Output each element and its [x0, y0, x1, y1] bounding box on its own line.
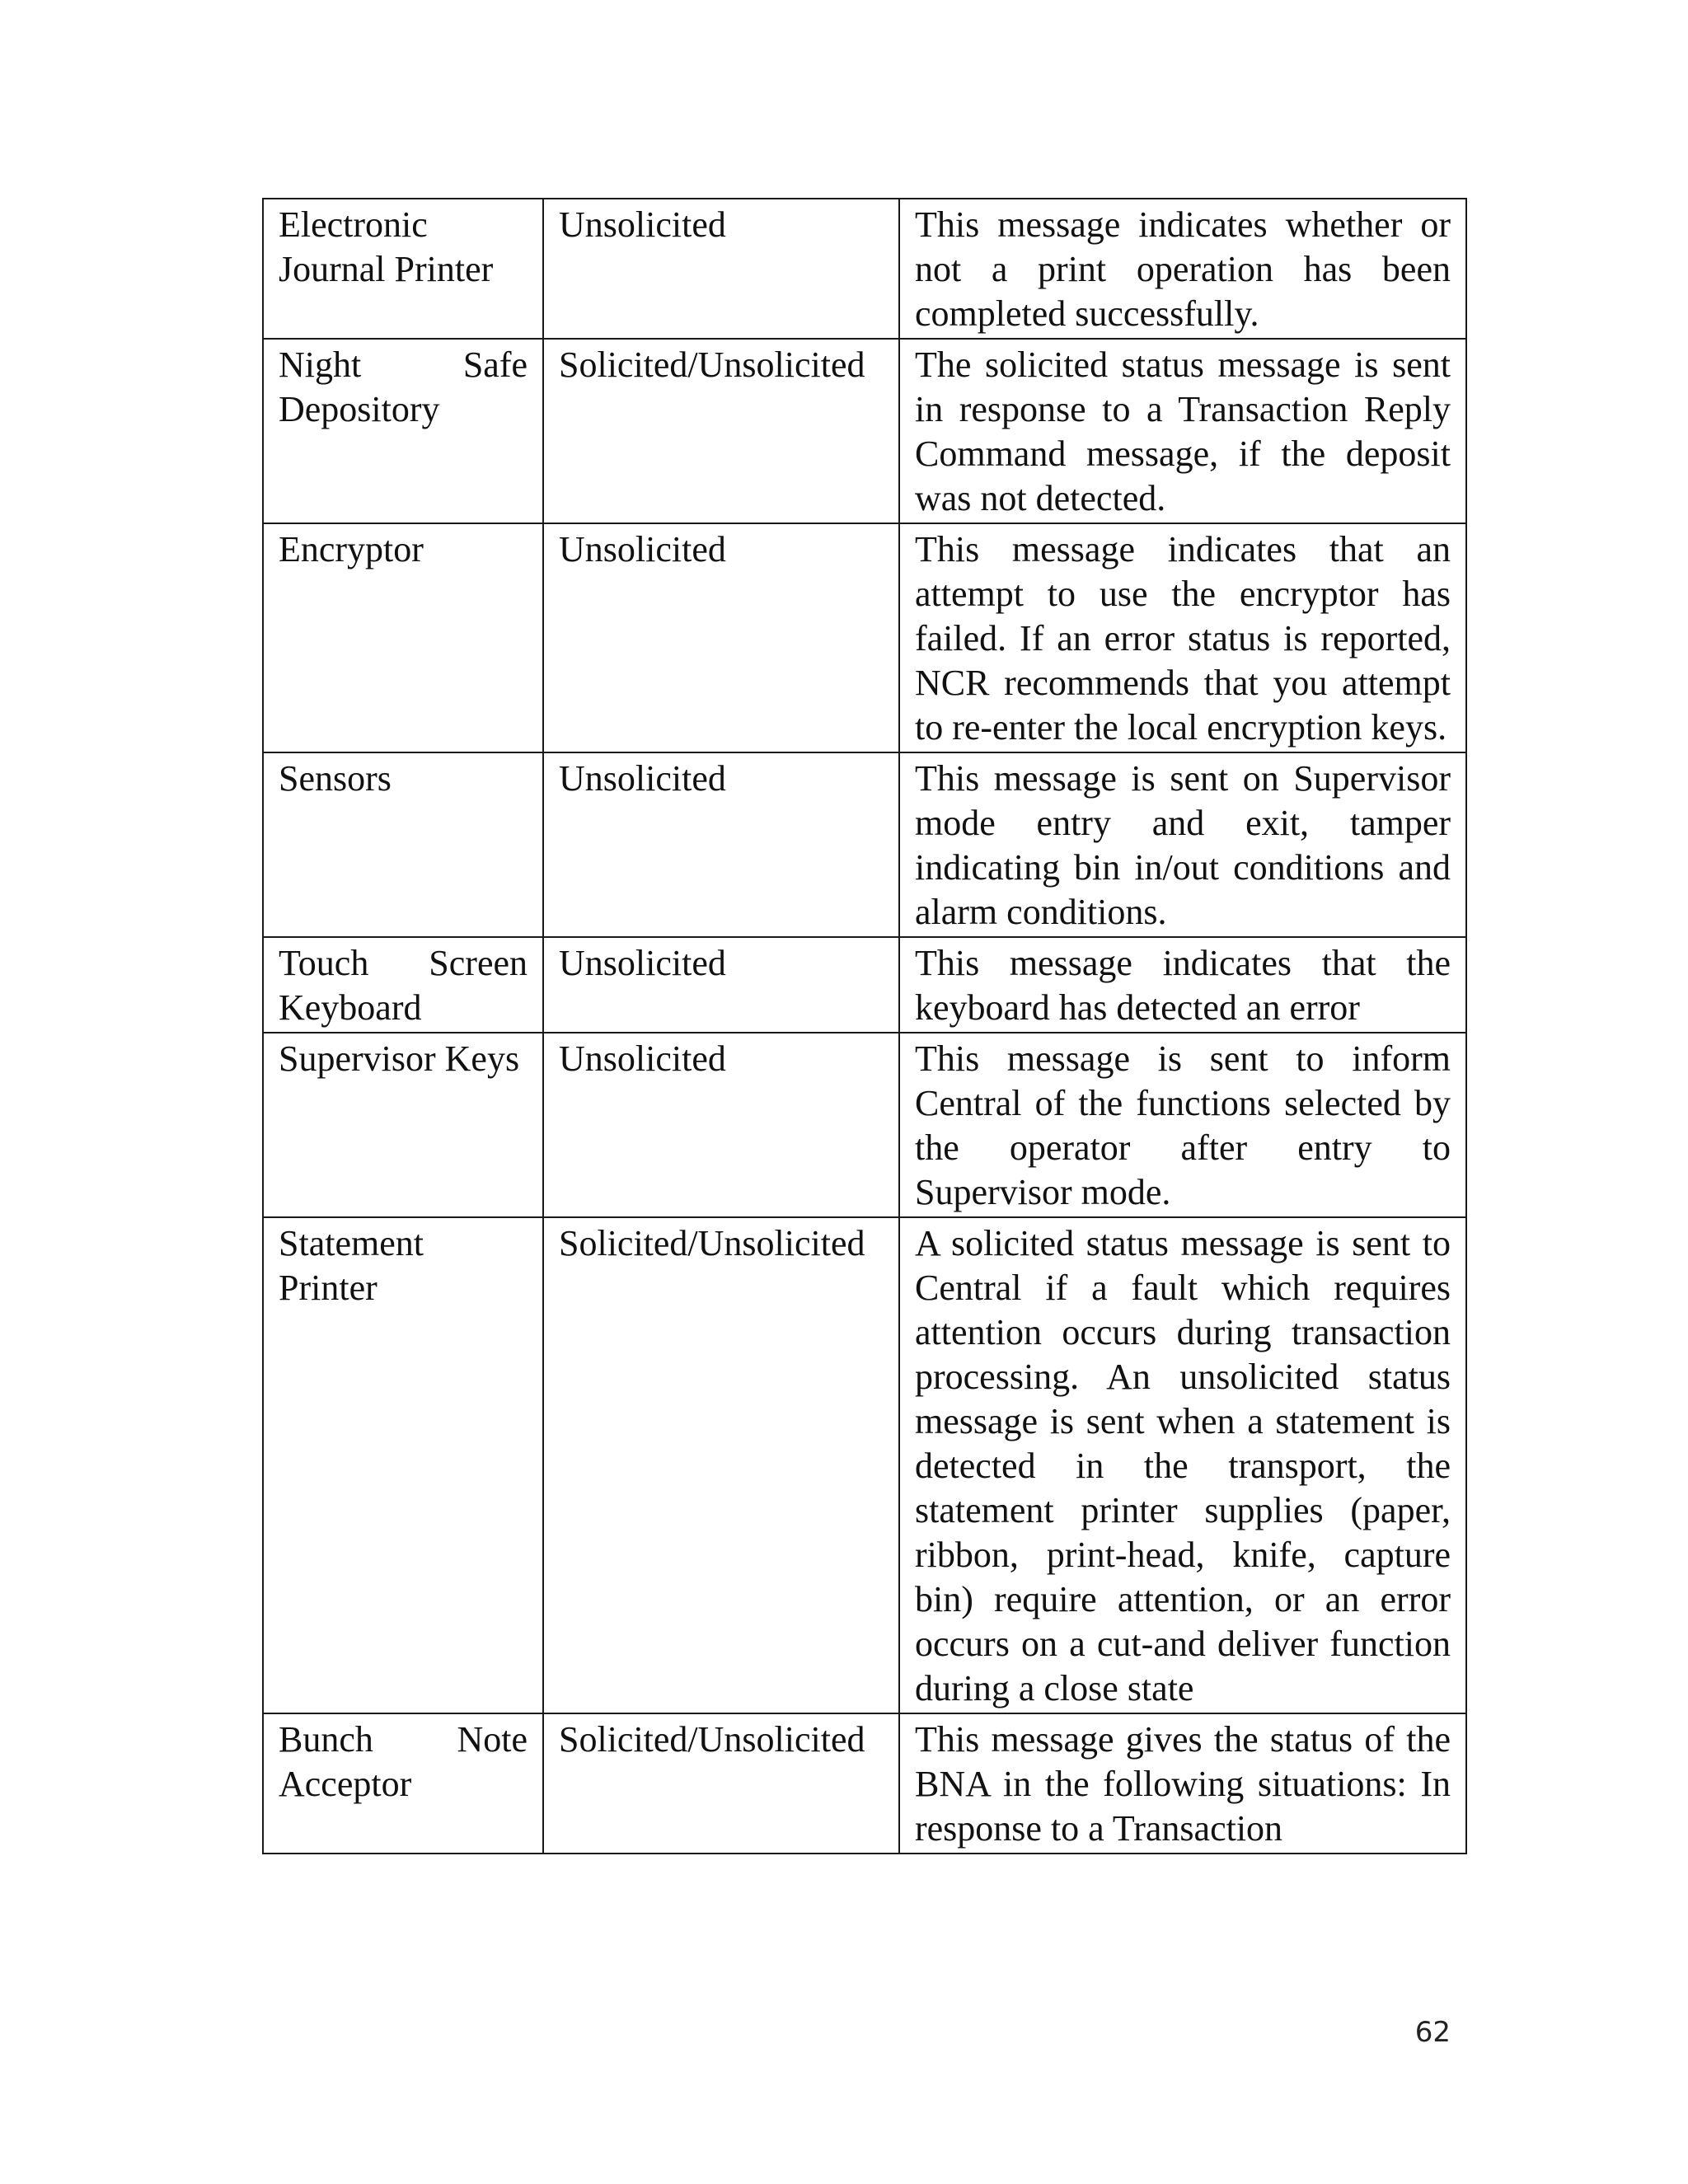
device-cell: Touch Screen Keyboard	[263, 937, 543, 1033]
table-row	[263, 199, 1466, 339]
description-cell: This message indicates that the keyboard has detected an error	[899, 937, 1466, 1033]
status-type-cell: Unsolicited	[543, 1033, 899, 1217]
status-type-cell: Unsolicited	[543, 752, 899, 937]
table-row	[263, 1033, 1466, 1217]
device-cell: Night Safe Depository	[263, 339, 543, 523]
description-cell: This message indicates whether or not a print operation has been completed successfully.	[899, 199, 1466, 339]
description-cell: This message gives the status of the BNA in the following situations: In response to a Transaction	[899, 1713, 1466, 1854]
description-cell: This message is sent to inform Central of the functions selected by the operator after entry to Supervisor mode.	[899, 1033, 1466, 1217]
table-row	[263, 1217, 1466, 1713]
description-cell: The solicited status message is sent in response to a Transaction Reply Command message, if the deposit was not detected.	[899, 339, 1466, 523]
table-row	[263, 752, 1466, 937]
device-cell: Supervisor Keys	[263, 1033, 543, 1217]
description-cell: This message is sent on Supervisor mode entry and exit, tamper indicating bin in/out conditions and alarm conditions.	[899, 752, 1466, 937]
table-row	[263, 1713, 1466, 1854]
page-number: 62	[1414, 2016, 1451, 2049]
status-type-cell: Unsolicited	[543, 937, 899, 1033]
status-type-cell: Unsolicited	[543, 523, 899, 752]
status-type-cell: Solicited/Unsolicited	[543, 339, 899, 523]
table-row	[263, 937, 1466, 1033]
device-cell: Statement Printer	[263, 1217, 543, 1713]
status-type-cell: Unsolicited	[543, 199, 899, 339]
description-cell: This message indicates that an attempt to use the encryptor has failed. If an error status is reported, NCR recommends that you attempt to re-enter the local encryption keys.	[899, 523, 1466, 752]
device-cell: Sensors	[263, 752, 543, 937]
status-type-cell: Solicited/Unsolicited	[543, 1713, 899, 1854]
device-cell: Encryptor	[263, 523, 543, 752]
table-row	[263, 339, 1466, 523]
table-row	[263, 523, 1466, 752]
status-type-cell: Solicited/Unsolicited	[543, 1217, 899, 1713]
device-cell: Bunch Note Acceptor	[263, 1713, 543, 1854]
device-cell: Electronic Journal Printer	[263, 199, 543, 339]
description-cell: A solicited status message is sent to Central if a fault which requires attention occurs during transaction processing. An unsolicited status message is sent when a statement is detected in the transport, the statement printer supplies (paper, ribbon, print-head, knife, capture bin) require attention, or an error occurs on a cut-and deliver function during a close state	[899, 1217, 1466, 1713]
status-message-table	[262, 198, 1467, 1854]
